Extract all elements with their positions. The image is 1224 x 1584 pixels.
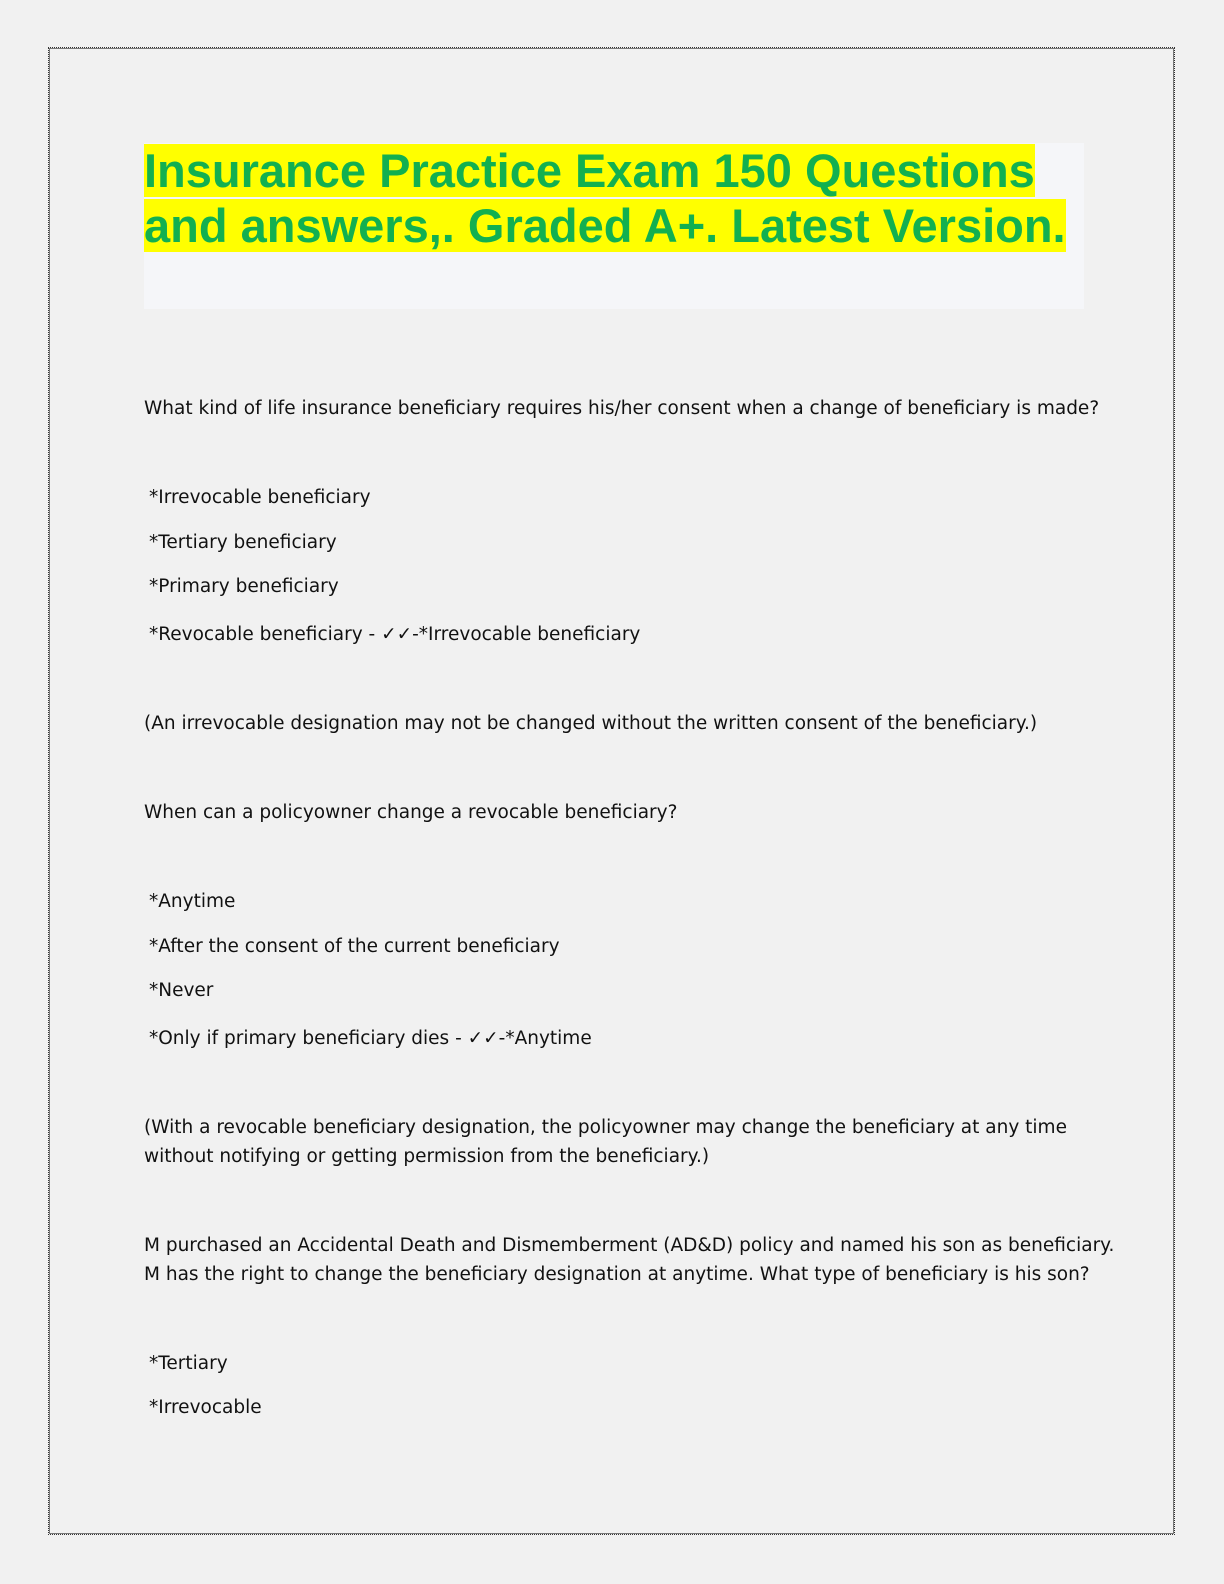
q2-explanation-line-2: without notifying or getting permission from the beneficiary.)	[144, 1146, 710, 1167]
double-check-icon: ✓✓	[381, 624, 413, 645]
q1-option-4-with-answer	[149, 620, 640, 649]
q3-option-2: *Irrevocable	[149, 1397, 262, 1418]
q2-explanation-line-1: (With a revocable beneficiary designation, the policyowner may change the beneficiary at any time	[144, 1117, 1067, 1138]
q2-option-3: *Never	[149, 980, 214, 1001]
question-3-line-2: M has the right to change the beneficiary designation at anytime. What type of beneficiary is his son?	[144, 1264, 1090, 1285]
q2-option-1: *Anytime	[149, 891, 236, 912]
double-check-icon: ✓✓	[467, 1028, 499, 1049]
question-1: What kind of life insurance beneficiary requires his/her consent when a change of beneficiary is made?	[144, 398, 1100, 419]
q2-option-4: *Only if primary beneficiary dies -	[149, 1028, 468, 1049]
q2-option-4-with-answer	[149, 1024, 592, 1053]
title-highlight: Insurance Practice Exam 150 Questions and answers,. Graded A+. Latest Version.	[144, 144, 1066, 252]
q2-option-2: *After the consent of the current beneficiary	[149, 936, 560, 957]
document-title	[144, 143, 1084, 253]
q1-option-2: *Tertiary beneficiary	[149, 532, 337, 553]
question-3-line-1: M purchased an Accidental Death and Dismemberment (AD&D) policy and named his son as beneficiary.	[144, 1235, 1115, 1256]
q1-option-1: *Irrevocable beneficiary	[149, 487, 371, 508]
q1-option-4: *Revocable beneficiary -	[149, 624, 382, 645]
q3-option-1: *Tertiary	[149, 1353, 228, 1374]
question-2: When can a policyowner change a revocable beneficiary?	[144, 802, 678, 823]
q1-option-3: *Primary beneficiary	[149, 576, 339, 597]
q2-answer: -*Anytime	[498, 1028, 592, 1049]
q1-explanation: (An irrevocable designation may not be changed without the written consent of the beneficiary.)	[144, 713, 1038, 734]
q1-answer: -*Irrevocable beneficiary	[412, 624, 641, 645]
